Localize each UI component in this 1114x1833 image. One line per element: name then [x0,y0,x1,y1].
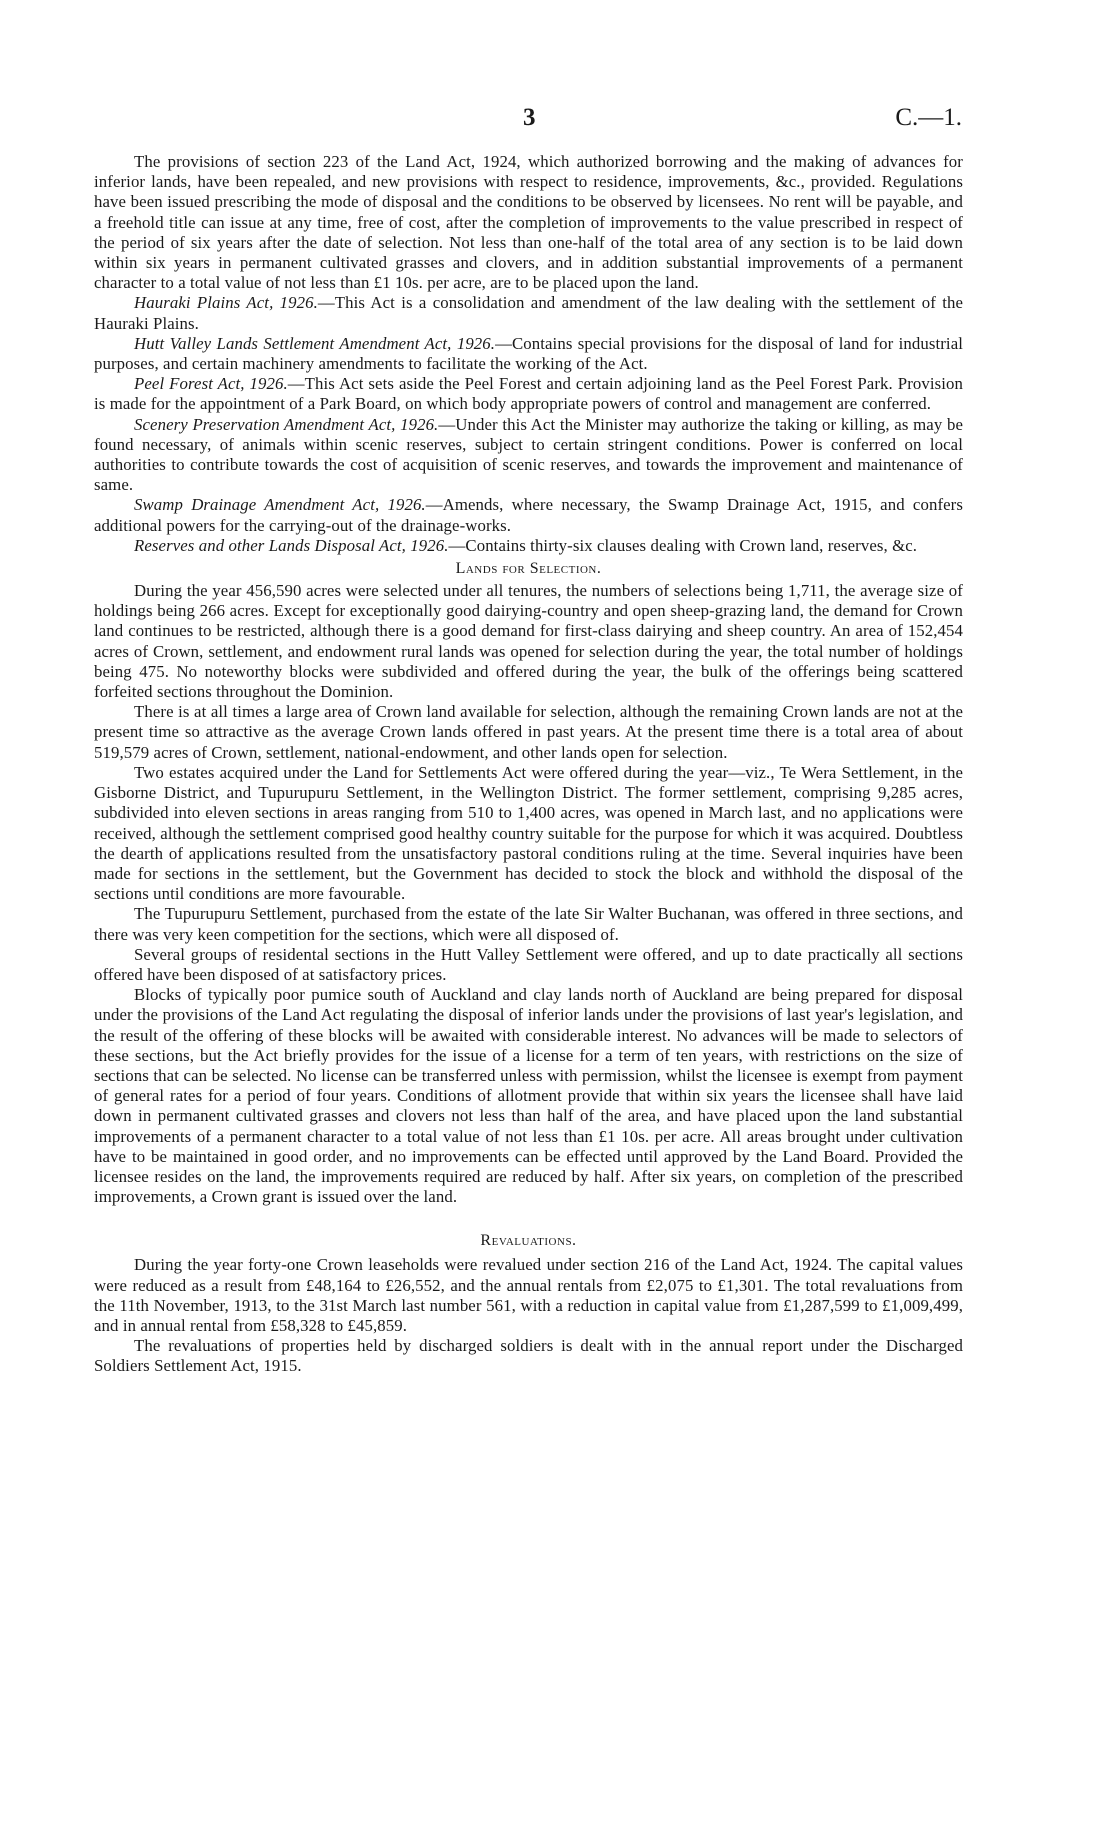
act-title: Swamp Drainage Amendment Act, 1926. [134,495,426,515]
act-text: —Contains special provisions for the disposal of land for industrial purposes, and certain machinery amendments to facilitate the working of the Act. [94,333,963,374]
page-number: 3 [523,104,536,131]
act-hauraki-plains [94,293,963,333]
act-title: Hauraki Plains Act, 1926. [134,293,318,313]
revaluations-paragraph: The revaluations of properties held by discharged soldiers is dealt with in the annual report under the Discharged Soldiers Settlement Act, 1915. [94,1336,963,1376]
act-text: —Contains thirty-six clauses dealing with Crown land, reserves, &c. [448,535,918,555]
act-title: Scenery Preservation Amendment Act, 1926. [134,414,439,434]
act-swamp-drainage [94,495,963,535]
lands-paragraph: Blocks of typically poor pumice south of Auckland and clay lands north of Auckland are being prepared for disposal under the provisions of the Land Act regulating the disposal of inferior lands under the provisions of last year's legislation, and the result of the offering of these blocks will be awaited with considerable interest. No advances will be made to selectors of these sections, but the Act briefly provides for the issue of a license for a term of ten years, with restrictions on the size of sections that can be selected. No license can be transferred unless with permission, whilst the licensee is exempt from payment of general rates for a period of four years. Conditions of allotment provide that within six years the licensee shall have laid down in permanent cultivated grasses and clovers not less than half of the area, and have placed upon the land substantial improvements of a permanent character to a total value of not less than £1 10s. per acre. All areas brought under cultivation have to be maintained in good order, and no improvements can be effected until approved by the Land Board. Provided the licensee resides on the land, the improvements required are reduced by half. After six years, on completion of the prescribed improvements, a Crown grant is issued over the land. [94,985,963,1207]
act-title: Reserves and other Lands Disposal Act, 1926. [134,535,449,555]
lands-paragraph: During the year 456,590 acres were selected under all tenures, the numbers of selections being 1,711, the average size of holdings being 266 acres. Except for exceptionally good dairying-country and open sheep-grazing land, the demand for Crown land continues to be restricted, although there is a good demand for first-class dairying and sheep country. An area of 152,454 acres of Crown, settlement, and endowment rural lands was opened for selection during the year, the total number of holdings being 475. No noteworthy blocks were subdivided and offered during the year, the bulk of the offerings being scattered forfeited sections throughout the Dominion. [94,581,963,702]
act-scenery-preservation [94,415,963,496]
page-header [0,104,1114,138]
lands-paragraph: Several groups of residental sections in the Hutt Valley Settlement were offered, and up to date practically all sections offered have been disposed of at satisfactory prices. [94,944,963,984]
act-text: —This Act sets aside the Peel Forest and certain adjoining land as the Peel Forest Park. Provision is made for the appointment of a Park Board, on which body appropriate powers of control and management are conferred. [94,374,964,414]
act-title: Peel Forest Act, 1926. [134,374,288,394]
lands-paragraph: The Tupurupuru Settlement, purchased from the estate of the late Sir Walter Buchanan, was offered in three sections, and there was very keen competition for the sections, which were all disposed of. [94,904,963,944]
act-peel-forest [94,374,963,414]
intro-paragraph: The provisions of section 223 of the Land Act, 1924, which authorized borrowing and the making of advances for inferior lands, have been repealed, and new provisions with respect to residence, improvements, &c., provided. Regulations have been issued prescribing the mode of disposal and the conditions to be observed by licensees. No rent will be payable, and a freehold title can issue at any time, free of cost, after the completion of improvements to the value prescribed in respect of the period of six years after the date of selection. Not less than one-half of the total area of any section is to be laid down within six years in permanent cultivated grasses and clovers, and in addition substantial improvements of a permanent character to a total value of not less than £1 10s. per acre, are to be placed upon the land. [94,152,963,293]
page-body [94,152,963,1377]
document-reference: C.—1. [895,104,962,131]
lands-for-selection-heading: Lands for Selection. [455,560,602,578]
act-text: —Amends, where necessary, the Swamp Drainage Act, 1915, and confers additional powers for the carrying-out of the drainage-works. [94,495,963,535]
act-title: Hutt Valley Lands Settlement Amendment Act, 1926. [134,333,496,353]
act-text: —This Act is a consolidation and amendment of the law dealing with the settlement of the Hauraki Plains. [94,293,963,333]
revaluations-heading: Revaluations. [480,1232,577,1250]
lands-paragraph: Two estates acquired under the Land for Settlements Act were offered during the year—viz., Te Wera Settlement, in the Gisborne District, and Tupurupuru Settlement, in the Wellington District. The former settlement, comprising 9,285 acres, subdivided into eleven sections in areas ranging from 510 to 1,400 acres, was opened in March last, and no applications were received, although the settlement comprised good healthy country suitable for the purpose for which it was acquired. Doubtless the dearth of applications resulted from the unsatisfactory pastoral conditions ruling at the time. Several inquiries have been made for sections in the settlement, but the Government has decided to stock the block and withhold the disposal of the sections until conditions are more favourable. [94,762,963,904]
revaluations-paragraph: During the year forty-one Crown leaseholds were revalued under section 216 of the Land Act, 1924. The capital values were reduced as a result from £48,164 to £26,552, and the annual rentals from £2,075 to £1,301. The total revaluations from the 11th November, 1913, to the 31st March last number 561, with a reduction in capital value from £1,287,599 to £1,009,499, and in annual rental from £58,328 to £45,859. [94,1255,963,1335]
act-text: —Under this Act the Minister may authorize the taking or killing, as may be found necessary, of animals within scenic reserves, subject to certain stringent conditions. Power is conferred on local authorities to contribute towards the cost of acquisition of scenic reserves, and towards the improvement and maintenance of same. [94,414,963,495]
act-hutt-valley [94,334,963,374]
act-reserves-disposal [94,536,963,556]
lands-paragraph: There is at all times a large area of Crown land available for selection, although the remaining Crown lands are not at the present time so attractive as the average Crown lands offered in past years. At the present time there is a total area of about 519,579 acres of Crown, settlement, national-endowment, and other lands open for selection. [94,702,963,762]
